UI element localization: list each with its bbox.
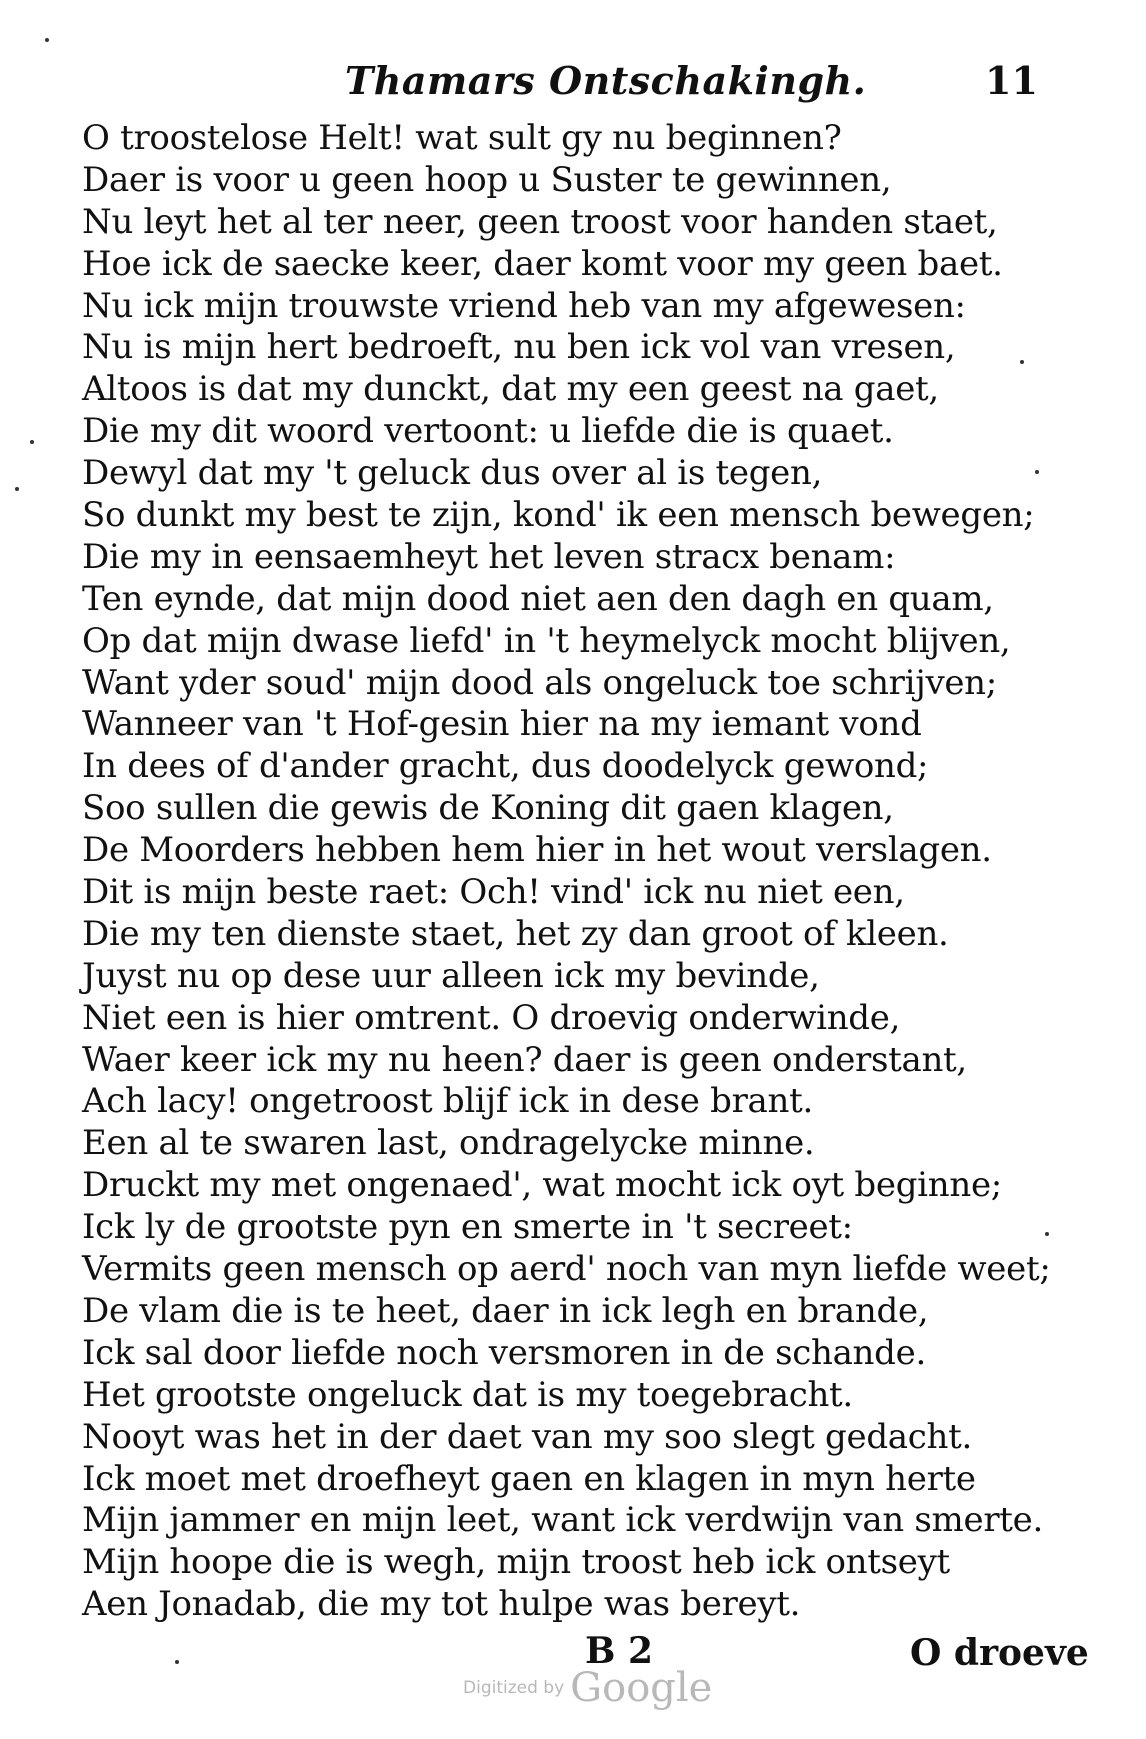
verse-line: Soo sullen die gewis de Koning dit gaen klagen, <box>82 788 894 829</box>
verse-line: Mijn hoope die is wegh, mijn troost heb ick ontseyt <box>82 1542 950 1583</box>
page-number: 11 <box>985 58 1038 103</box>
verse-line: Nooyt was het in der daet van my soo slegt gedacht. <box>82 1416 972 1457</box>
running-title: Thamars Ontschakingh. <box>345 58 867 103</box>
verse-line: Nu ick mijn trouwste vriend heb van my afgewesen: <box>82 285 966 326</box>
verse-line: Op dat mijn dwase liefd' in 't heymelyck mocht blijven, <box>82 620 1011 661</box>
verse-line: Ick sal door liefde noch versmoren in de schande. <box>82 1332 926 1373</box>
watermark-brand: Google <box>570 1665 713 1711</box>
digitized-watermark <box>463 1665 712 1711</box>
verse-line: Ten eynde, dat mijn dood niet aen den dagh en quam, <box>82 578 994 619</box>
verse-line: Een al te swaren last, ondragelycke minne. <box>82 1123 815 1164</box>
verse-line: Niet een is hier omtrent. O droevig onderwinde, <box>82 997 901 1038</box>
ink-speck <box>175 1660 179 1664</box>
verse-line: De vlam die is te heet, daer in ick legh en brande, <box>82 1290 929 1331</box>
verse-line: Ick ly de grootste pyn en smerte in 't secreet: <box>82 1207 853 1248</box>
verse-line: Waer keer ick my nu heen? daer is geen onderstant, <box>82 1039 967 1080</box>
verse-line: Hoe ick de saecke keer, daer komt voor my geen baet. <box>82 243 1003 284</box>
verse-line: Ick moet met droefheyt gaen en klagen in myn herte <box>82 1458 976 1499</box>
verse-line: Altoos is dat my dunckt, dat my een geest na gaet, <box>82 369 939 410</box>
verse-line: Ach lacy! ongetroost blijf ick in dese brant. <box>82 1081 813 1122</box>
verse-line: So dunkt my best te zijn, kond' ik een mensch bewegen; <box>82 495 1035 536</box>
verse-line: Die my in eensaemheyt het leven stracx benam: <box>82 536 896 577</box>
verse-line: Die my dit woord vertoont: u liefde die is quaet. <box>82 411 894 452</box>
verse-line: Dewyl dat my 't geluck dus over al is tegen, <box>82 453 823 494</box>
verse-line: De Moorders hebben hem hier in het wout verslagen. <box>82 830 992 871</box>
verse-line: Die my ten dienste staet, het zy dan groot of kleen. <box>82 913 949 954</box>
verse-line: O troostelose Helt! wat sult gy nu beginnen? <box>82 118 842 158</box>
verse-line: Mijn jammer en mijn leet, want ick verdwijn van smerte. <box>82 1500 1043 1541</box>
verse-line: Het grootste ongeluck dat is my toegebracht. <box>82 1374 853 1415</box>
ink-speck <box>15 487 19 491</box>
verse-line: Aen Jonadab, die my tot hulpe was bereyt. <box>82 1584 801 1625</box>
ink-speck <box>1045 1232 1049 1236</box>
verse-text <box>82 118 1082 1626</box>
watermark-prefix: Digitized by <box>463 1678 565 1698</box>
verse-line: Wanneer van 't Hof-gesin hier na my iemant vond <box>82 704 922 745</box>
catchword: O droeve <box>910 1632 1089 1674</box>
ink-speck <box>30 440 34 444</box>
ink-speck <box>1020 360 1024 364</box>
verse-line: Want yder soud' mijn dood als ongeluck toe schrijven; <box>82 662 997 703</box>
verse-line: Juyst nu op dese uur alleen ick my bevinde, <box>82 955 820 996</box>
verse-line: Dit is mijn beste raet: Och! vind' ick nu niet een, <box>82 872 905 913</box>
verse-line: In dees of d'ander gracht, dus doodelyck gewond; <box>82 746 929 787</box>
verse-line: Daer is voor u geen hoop u Suster te gewinnen, <box>82 159 892 200</box>
ink-speck <box>45 38 49 42</box>
verse-line: Druckt my met ongenaed', wat mocht ick oyt beginne; <box>82 1165 1002 1206</box>
verse-line: Vermits geen mensch op aerd' noch van myn liefde weet; <box>82 1249 1051 1290</box>
ink-speck <box>1035 470 1039 474</box>
verse-line: Nu is mijn hert bedroeft, nu ben ick vol van vresen, <box>82 327 956 368</box>
verse-line: Nu leyt het al ter neer, geen troost voor handen staet, <box>82 201 998 242</box>
signature-mark: B 2 <box>585 1630 654 1672</box>
